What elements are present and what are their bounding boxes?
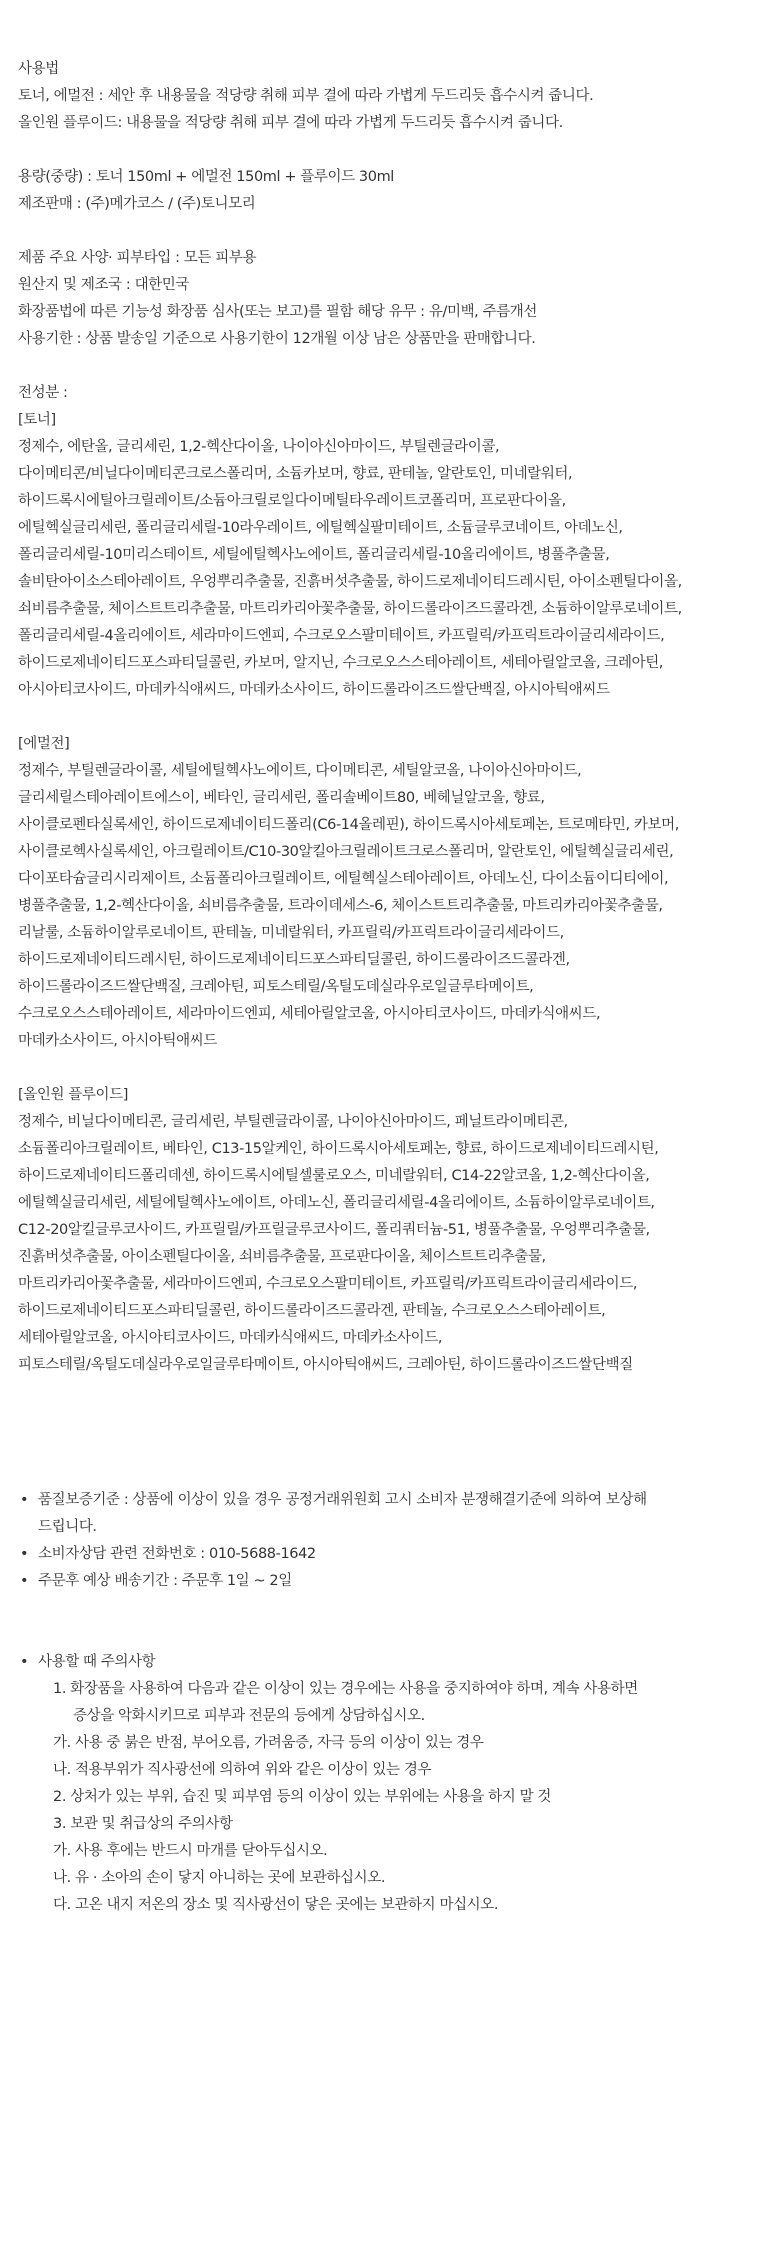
toner-ingredient-line: 다이메티콘/비닐다이메티콘크로스폴리머, 소듐카보머, 향료, 판테놀, 알란토인, 미네랄워터, [18,466,573,482]
fluid-heading: [올인원 플루이드] [18,1087,128,1103]
emulsion-ingredient-line: 하이드롤라이즈드쌀단백질, 크레아틴, 피토스테릴/옥틸도데실라우로일글루타메이트, [18,979,534,995]
toner-ingredient-line: 아시아티코사이드, 마데카식애씨드, 마데카소사이드, 하이드롤라이즈드쌀단백질, 아시아틱애씨드 [18,682,610,698]
spacer [18,218,762,245]
emulsion-ingredient-line: 하이드로제네이티드레시틴, 하이드로제네이티드포스파티딜콜린, 하이드롤라이즈드콜라겐, [18,952,570,968]
caution-item-1-ga: 가. 사용 중 붉은 반점, 부어오름, 가려움증, 자극 등의 이상이 있는 경우 [53,1735,484,1751]
fluid-ingredient-line: C12-20알킬글루코사이드, 카프릴릴/카프릴글루코사이드, 폴리쿼터늄-51, 병풀추출물, 우엉뿌리추출물, [18,1222,650,1238]
caution-heading: • 사용할 때 주의사항 [18,1649,762,1676]
toner-ingredient-line: 쇠비름추출물, 체이스트트리추출물, 마트리카리아꽃추출물, 하이드롤라이즈드콜라겐, 소듐하이알루로네이트, [18,601,682,617]
fluid-ingredient-line: 피토스테릴/옥틸도데실라우로일글루타메이트, 아시아틱애씨드, 크레아틴, 하이드롤라이즈드쌀단백질 [18,1357,633,1373]
emulsion-ingredient-line: 리날룰, 소듐하이알루로네이트, 판테놀, 미네랄워터, 카프릴릭/카프릭트라이글리세라이드, [18,925,564,941]
spacer [18,704,762,731]
toner-ingredient-line: 하이드로제네이티드포스파티딜콜린, 카보머, 알지닌, 수크로오스스테아레이트, 세테아릴알코올, 크레아틴, [18,655,664,671]
spacer [18,1595,762,1649]
emulsion-ingredient-line: 사이클로펜타실록세인, 하이드로제네이티드폴리(C6-14올레핀), 하이드록시아세토페논, 트로메타민, 카보머, [18,817,679,833]
emulsion-ingredient-line: 마데카소사이드, 아시아틱애씨드 [18,1033,217,1049]
usage-toner-emulsion: 토너, 에멀전 : 세안 후 내용물을 적당량 취해 피부 결에 따라 가볍게 두드리듯 흡수시켜 줍니다. [18,88,594,104]
spec-functional: 화장품법에 따른 기능성 화장품 심사(또는 보고)를 필함 해당 유무 : 유/미백, 주름개선 [18,304,538,320]
caution-item-1-cont: 증상을 악화시키므로 피부과 전문의 등에게 상담하십시오. [73,1708,425,1724]
spacer [18,353,762,380]
fluid-ingredient-line: 소듐폴리아크릴레이트, 베타인, C13-15알케인, 하이드록시아세토페논, 향료, 하이드로제네이티드레시틴, [18,1141,659,1157]
emulsion-heading: [에멀전] [18,736,70,752]
toner-ingredients [18,407,762,704]
emulsion-ingredient-line: 사이클로헥사실록세인, 아크릴레이트/C10-30알킬아크릴레이트크로스폴리머, 알란토인, 에틸헥실글리세린, [18,844,674,860]
notice-list [18,1487,762,1595]
spacer [18,137,762,164]
fluid-ingredient-line: 진흙버섯추출물, 아이소펜틸다이올, 쇠비름추출물, 프로판다이올, 체이스트트리추출물, [18,1249,546,1265]
usage-section [18,56,762,137]
toner-ingredient-line: 정제수, 에탄올, 글리세린, 1,2-헥산다이올, 나이아신아마이드, 부틸렌글라이콜, [18,439,500,455]
usage-heading: 사용법 [18,61,59,77]
caution-list [18,1649,762,1676]
caution-item-1: 1. 화장품을 사용하여 다음과 같은 이상이 있는 경우에는 사용을 중지하여야 하며, 계속 사용하면 [53,1681,638,1697]
toner-ingredient-line: 에틸헥실글리세린, 폴리글리세릴-10라우레이트, 에틸헥실팔미테이트, 소듐글루코네이트, 아데노신, [18,520,623,536]
caution-item-3-na: 나. 유 · 소아의 손이 닿지 아니하는 곳에 보관하십시오. [53,1870,386,1886]
fluid-ingredient-line: 정제수, 비닐다이메티콘, 글리세린, 부틸렌글라이콜, 나이아신아마이드, 페닐트라이메티콘, [18,1114,568,1130]
capacity-section [18,164,762,218]
emulsion-ingredient-line: 병풀추출물, 1,2-헥산다이올, 쇠비름추출물, 트라이데세스-6, 체이스트트리추출물, 마트리카리아꽃추출물, [18,898,663,914]
emulsion-ingredients [18,731,762,1055]
spec-origin: 원산지 및 제조국 : 대한민국 [18,277,189,293]
notices-section [18,1487,762,1595]
toner-ingredient-line: 하이드록시에틸아크릴레이트/소듐아크릴로일다이메틸타우레이트코폴리머, 프로판다이올, [18,493,566,509]
cautions-section [18,1649,762,1919]
emulsion-ingredient-line: 다이포타슘글리시리제이트, 소듐폴리아크릴레이트, 에틸헥실스테아레이트, 아데노신, 다이소듐이디티에이, [18,871,669,887]
spacer [18,1055,762,1082]
caution-item-1-na: 나. 적용부위가 직사광선에 의하여 위와 같은 이상이 있는 경우 [53,1762,432,1778]
fluid-ingredient-line: 하이드로제네이티드포스파티딜콜린, 하이드롤라이즈드콜라겐, 판테놀, 수크로오스스테아레이트, [18,1303,606,1319]
toner-ingredient-line: 폴리글리세릴-4올리에이트, 세라마이드엔피, 수크로오스팔미테이트, 카프릴릭/카프릭트라이글리세라이드, [18,628,665,644]
emulsion-ingredient-line: 수크로오스스테아레이트, 세라마이드엔피, 세테아릴알코올, 아시아티코사이드, 마데카식애씨드, [18,1006,601,1022]
fluid-ingredient-line: 에틸헥실글리세린, 세틸에틸헥사노에이트, 아데노신, 폴리글리세릴-4올리에이트, 소듐하이알루로네이트, [18,1195,655,1211]
notice-delivery: • 주문후 예상 배송기간 : 주문후 1일 ~ 2일 [18,1568,762,1595]
fluid-ingredient-line: 하이드로제네이티드폴리데센, 하이드록시에틸셀룰로오스, 미네랄워터, C14-22알코올, 1,2-헥산다이올, [18,1168,650,1184]
spec-expiry: 사용기한 : 상품 발송일 기준으로 사용기한이 12개월 이상 남은 상품만을 판매합니다. [18,331,536,347]
fluid-ingredient-line: 마트리카리아꽃추출물, 세라마이드엔피, 수크로오스팔미테이트, 카프릴릭/카프릭트라이글리세라이드, [18,1276,638,1292]
toner-heading: [토너] [18,412,56,428]
caution-item-2: 2. 상처가 있는 부위, 습진 및 피부염 등의 이상이 있는 부위에는 사용을 하지 말 것 [53,1789,551,1805]
notice-quality-line2: 드립니다. [38,1519,97,1535]
specs-section [18,245,762,353]
fluid-ingredients [18,1082,762,1379]
emulsion-ingredient-line: 글리세릴스테아레이트에스이, 베타인, 글리세린, 폴리솔베이트80, 베헤닐알코올, 향료, [18,790,545,806]
usage-all-in-one: 올인원 플루이드: 내용물을 적당량 취해 피부 결에 따라 가볍게 두드리듯 흡수시켜 줍니다. [18,115,563,131]
emulsion-ingredient-line: 정제수, 부틸렌글라이콜, 세틸에틸헥사노에이트, 다이메티콘, 세틸알코올, 나이아신아마이드, [18,763,582,779]
caution-item-3: 3. 보관 및 취급상의 주의사항 [53,1816,233,1832]
notice-quality-line1: • 품질보증기준 : 상품에 이상이 있을 경우 공정거래위원회 고시 소비자 분쟁해결기준에 의하여 보상해 [38,1492,647,1508]
notice-quality [18,1487,762,1541]
spec-skin-type: 제품 주요 사양· 피부타입 : 모든 피부용 [18,250,257,266]
ingredients-heading: 전성분 : [18,385,68,401]
toner-ingredient-line: 폴리글리세릴-10미리스테이트, 세틸에틸헥사노에이트, 폴리글리세릴-10올리에이트, 병풀추출물, [18,547,610,563]
caution-item-3-ga: 가. 사용 후에는 반드시 마개를 닫아두십시오. [53,1843,328,1859]
spacer [18,1379,762,1487]
capacity-text: 용량(중량) : 토너 150ml + 에멀전 150ml + 플루이드 30ml [18,169,394,185]
toner-ingredient-line: 솔비탄아이소스테아레이트, 우엉뿌리추출물, 진흙버섯추출물, 하이드로제네이티드레시틴, 아이소펜틸다이올, [18,574,682,590]
notice-phone: • 소비자상담 관련 전화번호 : 010-5688-1642 [18,1541,762,1568]
fluid-ingredient-line: 세테아릴알코올, 아시아티코사이드, 마데카식애씨드, 마데카소사이드, [18,1330,443,1346]
caution-item-3-da: 다. 고온 내지 저온의 장소 및 직사광선이 닿은 곳에는 보관하지 마십시오. [53,1897,499,1913]
manufacturer-text: 제조판매 : (주)메가코스 / (주)토니모리 [18,196,256,212]
ingredients-section [18,380,762,1379]
